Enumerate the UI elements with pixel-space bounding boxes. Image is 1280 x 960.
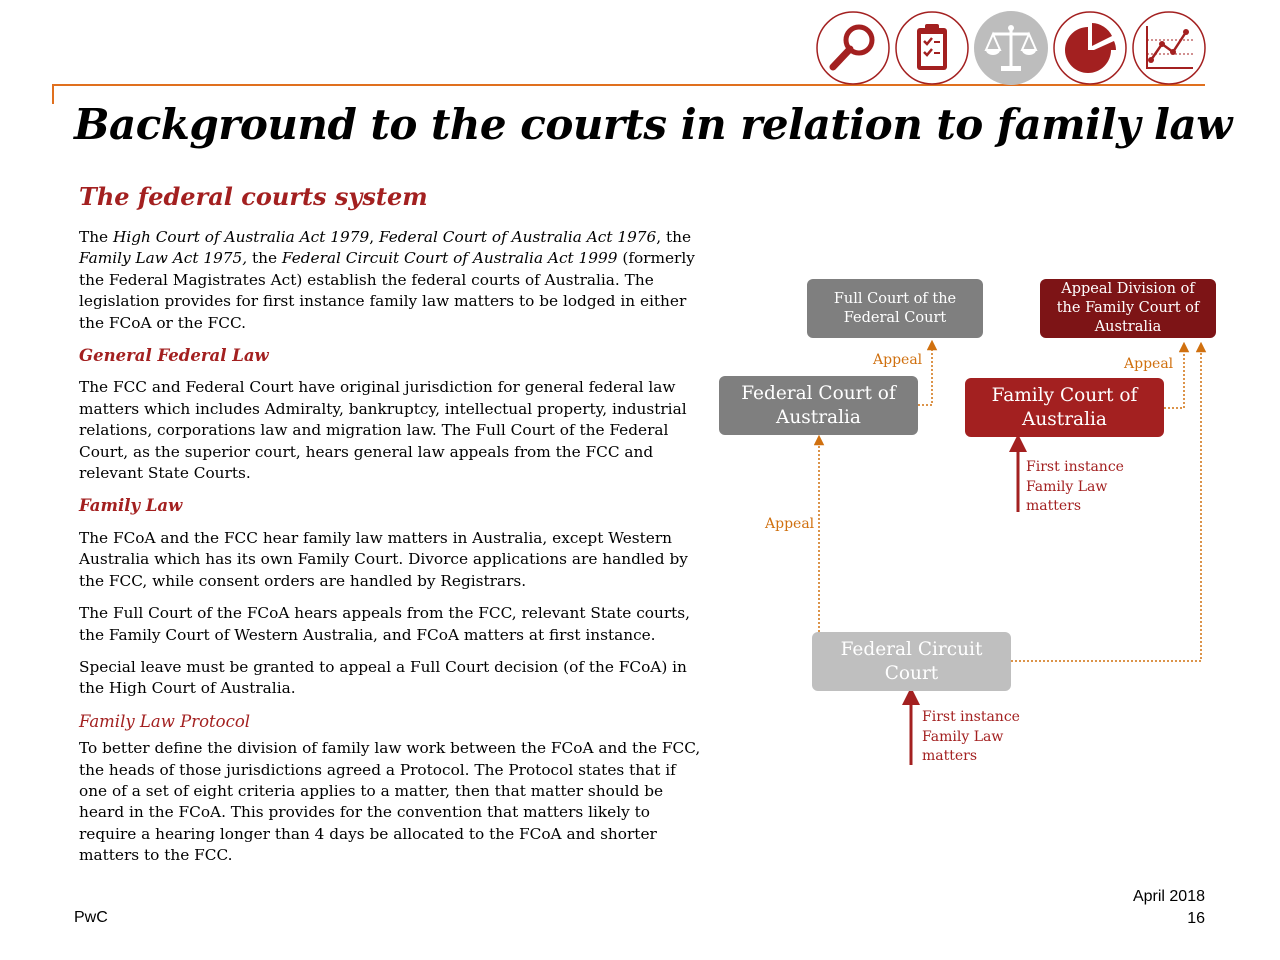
heading-general-federal-law: General Federal Law <box>79 346 269 366</box>
pie-chart-icon[interactable] <box>1052 10 1128 86</box>
scales-of-justice-icon[interactable] <box>973 10 1049 86</box>
family-court-box: Family Court of Australia <box>965 378 1164 437</box>
first-instance-label-fcc: First instance Family Law matters <box>922 709 1020 764</box>
footer-meta <box>1133 886 1205 930</box>
line-chart-icon[interactable] <box>1131 10 1207 86</box>
heading-family-law-protocol: Family Law Protocol <box>79 711 251 731</box>
appeal-division-family-court-box: Appeal Division of the Family Court of Australia <box>1040 279 1216 338</box>
clipboard-checklist-icon[interactable] <box>894 10 970 86</box>
section-subtitle: The federal courts system <box>79 182 428 211</box>
footer-brand: PwC <box>74 909 108 926</box>
footer-date: April 2018 <box>1132 888 1205 905</box>
heading-family-law: Family Law <box>79 496 183 516</box>
header-rule-tick <box>52 84 54 104</box>
court-structure-diagram <box>700 260 1260 800</box>
family-law-paragraph-1: The FCoA and the FCC hear family law matters in Australia, except Western Australia which has its own Family Court. Divorce applications are handled by the FCC, while consent orders are handled by Registrars. <box>79 528 688 590</box>
body-text-column <box>79 227 704 878</box>
full-court-federal-court-box: Full Court of the Federal Court <box>807 279 983 338</box>
first-instance-label-family: First instance Family Law matters <box>1026 459 1124 514</box>
federal-circuit-court-box: Federal Circuit Court <box>812 632 1011 691</box>
section-nav-icons <box>815 10 1210 86</box>
intro-paragraph: The High Court of Australia Act 1979, Federal Court of Australia Act 1976, the Family Law Act 1975, the Federal Circuit Court of Australia Act 1999 (formerly the Federal Magistrates Act) establish the federal courts of Australia. The legislation provides for first instance family law matters to be lodged in either the FCoA or the FCC. <box>79 228 695 332</box>
appeal-label-family: Appeal <box>1124 356 1174 372</box>
search-icon[interactable] <box>815 10 891 86</box>
protocol-paragraph: To better define the division of family law work between the FCoA and the FCC, the heads of those jurisdictions agreed a Protocol. The Protocol states that if one of a set of eight criteria applies to a matter, then that matter should be heard in the FCoA. This provides for the convention that matters likely to require a hearing longer than 4 days be allocated to the FCoA and shorter matters to the FCC. <box>79 739 701 865</box>
appeal-label-federal: Appeal <box>873 352 923 368</box>
appeal-label-fcc: Appeal <box>765 516 815 532</box>
page-number: 16 <box>1187 910 1205 927</box>
family-law-paragraph-3: Special leave must be granted to appeal a Full Court decision (of the FCoA) in the High Court of Australia. <box>79 657 687 698</box>
page-title: Background to the courts in relation to family law <box>74 100 1232 149</box>
family-law-paragraph-2: The Full Court of the FCoA hears appeals from the FCC, relevant State courts, the Family Court of Western Australia, and FCoA matters at first instance. <box>79 604 690 644</box>
federal-court-box: Federal Court of Australia <box>719 376 918 435</box>
general-law-paragraph: The FCC and Federal Court have original jurisdiction for general federal law matters which includes Admiralty, bankruptcy, intellectual property, industrial relations, corporations law and migration law. The Full Court of the Federal Court, as the superior court, hears general law appeals from the FCC and relevant State Courts. <box>79 378 687 483</box>
